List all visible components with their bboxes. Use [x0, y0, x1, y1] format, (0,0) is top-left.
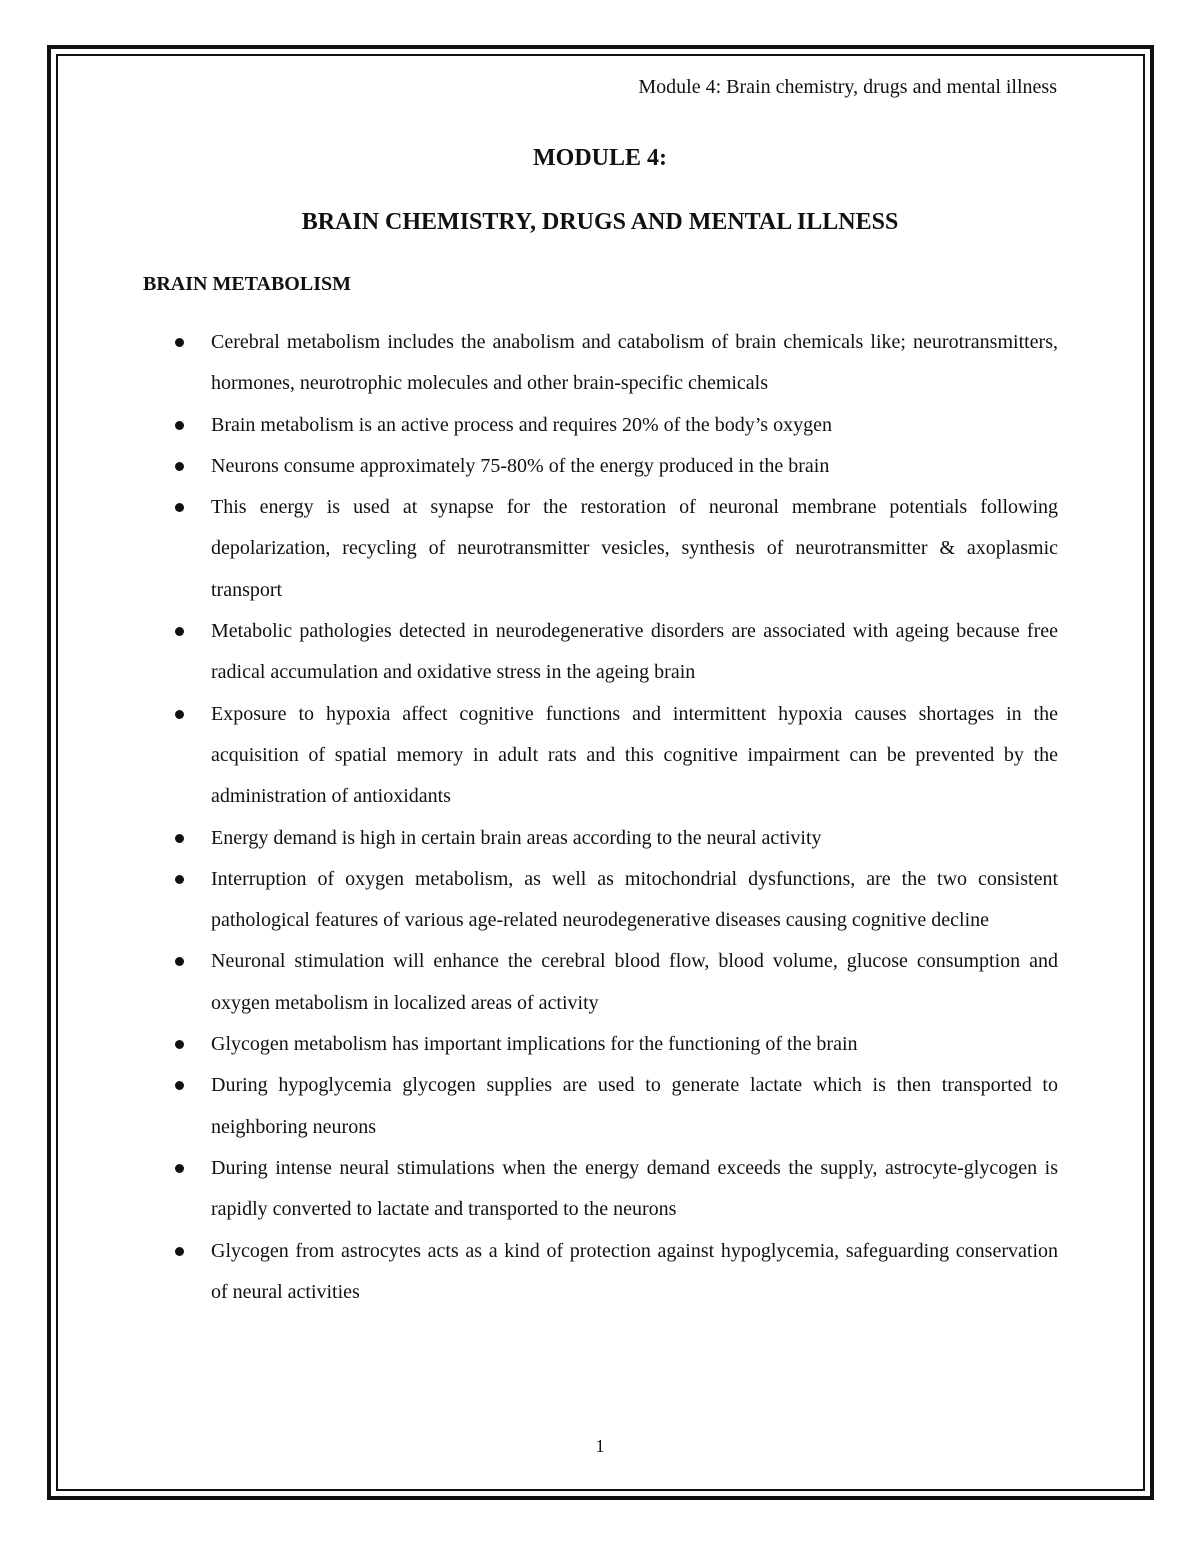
bullet-item [211, 1065, 1058, 1148]
bullet-item [211, 1024, 1058, 1065]
bullet-text: Exposure to hypoxia affect cognitive functions and intermittent hypoxia causes shortages in the acquisition of spatial memory in adult rats and this cognitive impairment can be prevented by the administration of antioxidants [211, 702, 1058, 808]
bullet-text: Neurons consume approximately 75-80% of the energy produced in the brain [211, 454, 830, 477]
section-heading: BRAIN METABOLISM [143, 273, 351, 295]
bullet-item [211, 487, 1058, 611]
bullet-icon [175, 1247, 184, 1256]
page-number: 1 [595, 1436, 605, 1456]
bullet-icon [175, 710, 184, 719]
bullet-item [211, 446, 1058, 487]
running-header: Module 4: Brain chemistry, drugs and mental illness [638, 76, 1057, 98]
bullet-text: During hypoglycemia glycogen supplies are used to generate lactate which is then transported to neighboring neurons [211, 1074, 1058, 1138]
bullet-icon [175, 1164, 184, 1173]
bullet-icon [175, 1040, 184, 1049]
module-subtitle: BRAIN CHEMISTRY, DRUGS AND MENTAL ILLNESS [301, 209, 899, 235]
bullet-text: This energy is used at synapse for the restoration of neuronal membrane potentials following depolarization, recycling of neurotransmitter vesicles, synthesis of neurotransmitter & axoplasmic transport [211, 496, 1058, 601]
bullet-item [211, 941, 1058, 1024]
module-title: MODULE 4: [533, 145, 667, 171]
bullet-item [211, 405, 1058, 446]
bullet-item [211, 322, 1058, 405]
bullet-item [211, 611, 1058, 694]
bullet-item [211, 1231, 1058, 1314]
bullet-text: Cerebral metabolism includes the anabolism and catabolism of brain chemicals like; neurotransmitters, hormones, neurotrophic molecules and other brain-specific chemicals [211, 331, 1058, 395]
bullet-item [211, 859, 1058, 942]
bullet-icon [175, 834, 184, 843]
bullet-text: Interruption of oxygen metabolism, as well as mitochondrial dysfunctions, are the two consistent pathological features of various age-related neurodegenerative diseases causing cognitive decline [211, 867, 1058, 932]
bullet-icon [175, 421, 184, 430]
bullet-text: During intense neural stimulations when the energy demand exceeds the supply, astrocyte-glycogen is rapidly converted to lactate and transported to the neurons [211, 1156, 1058, 1221]
bullet-text: Brain metabolism is an active process and requires 20% of the body’s oxygen [211, 413, 832, 436]
bullet-text: Glycogen metabolism has important implications for the functioning of the brain [211, 1033, 858, 1056]
bullet-icon [175, 627, 184, 636]
bullet-list [211, 322, 1058, 1313]
bullet-text: Glycogen from astrocytes acts as a kind of protection against hypoglycemia, safeguarding conservation of neural activities [211, 1239, 1058, 1303]
bullet-icon [175, 875, 184, 884]
bullet-item [211, 1148, 1058, 1231]
bullet-icon [175, 338, 184, 347]
bullet-text: Energy demand is high in certain brain areas according to the neural activity [211, 826, 822, 849]
bullet-item [211, 694, 1058, 818]
bullet-icon [175, 462, 184, 471]
bullet-text: Neuronal stimulation will enhance the cerebral blood flow, blood volume, glucose consumption and oxygen metabolism in localized areas of activity [211, 950, 1058, 1014]
bullet-item [211, 818, 1058, 859]
bullet-text: Metabolic pathologies detected in neurodegenerative disorders are associated with ageing because free radical accumulation and oxidative stress in the ageing brain [211, 620, 1058, 684]
